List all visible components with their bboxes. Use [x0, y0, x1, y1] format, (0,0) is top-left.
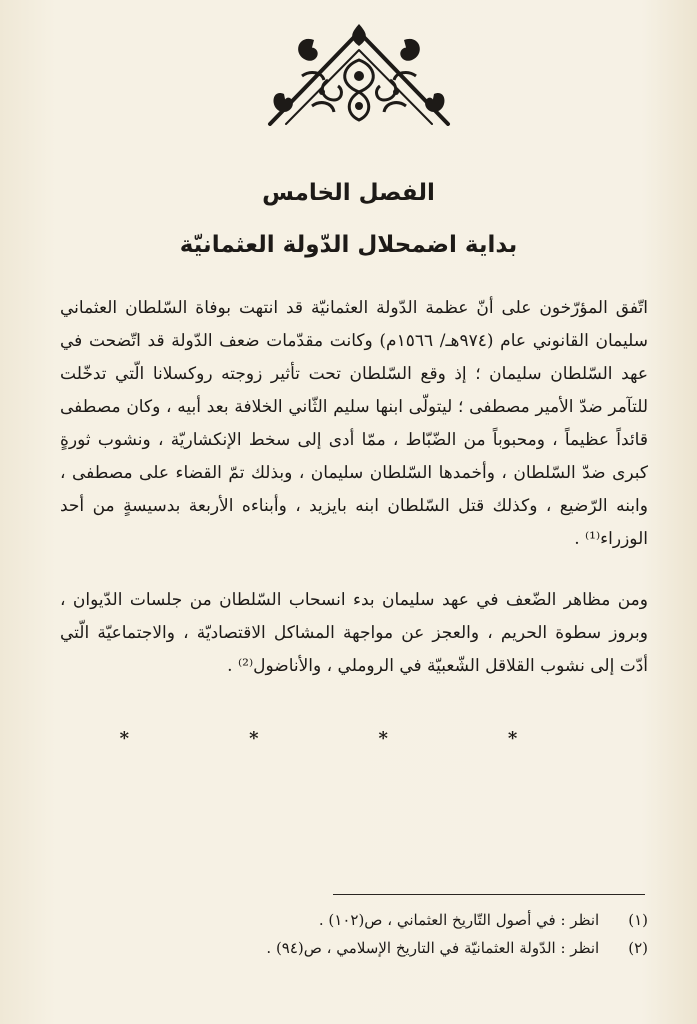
- star-mark: *: [249, 728, 319, 749]
- chapter-title: بداية اضمحلال الدّولة العثمانيّة: [179, 232, 518, 258]
- footnote-text: انظر : الدّولة العثمانيّة في التاريخ الإسلامي ، ص(٩٤) .: [266, 939, 600, 957]
- paragraph-text: اتّفق المؤرّخون على أنّ عظمة الدّولة العثمانيّة قد انتهت بوفاة السّلطان العثماني سليمان القانوني عام (٩٧٤هـ/ ١٥٦٦م) وكانت مقدّمات ضعف الدّولة قد اتّضحت في عهد السّلطان سليمان ؛ إذ وقع السّلطان تحت تأثير زوجته روكسلانا الّتي تدخّلت للتآمر ضدّ الأمير مصطفى ؛ ليتولّى ابنها سليم الثّاني الخلافة بعد أبيه ، وكان مصطفى قائداً عظيماً ، ومحبوباً من الضّبّاط ، ممّا أدى إلى سخط الإنكشاريّة ، ونشوب ثورةٍ كبرى ضدّ السّلطان ، وأخمدها السّلطان سليمان ، وبذلك تمّ القضاء على مصطفى ، وابنه الرّضيع ، وكذلك قتل السّلطان ابنه بايزيد ، وأبناءه الأربعة بدسيسةٍ من أحد الوزراء⁽¹⁾ .: [60, 298, 648, 549]
- footnote-divider: [333, 894, 645, 895]
- footnote-text: انظر : في أصول التّاريخ العثماني ، ص(١٠٢) .: [318, 911, 600, 929]
- star-mark: *: [119, 728, 190, 749]
- paragraph-1: [60, 292, 648, 556]
- arabesque-headpiece-icon: [262, 20, 456, 126]
- footnote-number: (١): [628, 911, 648, 929]
- paragraph-text: ومن مظاهر الضّعف في عهد سليمان بدء انسحاب السّلطان من جلسات الدّيوان ، وبروز سطوة الحريم ، والعجز عن مواجهة المشاكل الاقتصاديّة ، والاجتماعيّة الّتي أدّت إلى نشوب القلاقل الشّعبيّة في الروملي ، والأناضول⁽²⁾ .: [60, 590, 648, 676]
- paragraph-2: [60, 584, 648, 683]
- star-mark: *: [507, 728, 578, 749]
- star-mark: *: [378, 728, 448, 749]
- section-separator: [0, 728, 697, 749]
- footnote-2: [60, 934, 648, 962]
- chapter-label: الفصل الخامس: [262, 180, 435, 206]
- footnote-1: [60, 906, 648, 934]
- footnote-number: (٢): [628, 939, 648, 957]
- footnotes: [60, 906, 648, 962]
